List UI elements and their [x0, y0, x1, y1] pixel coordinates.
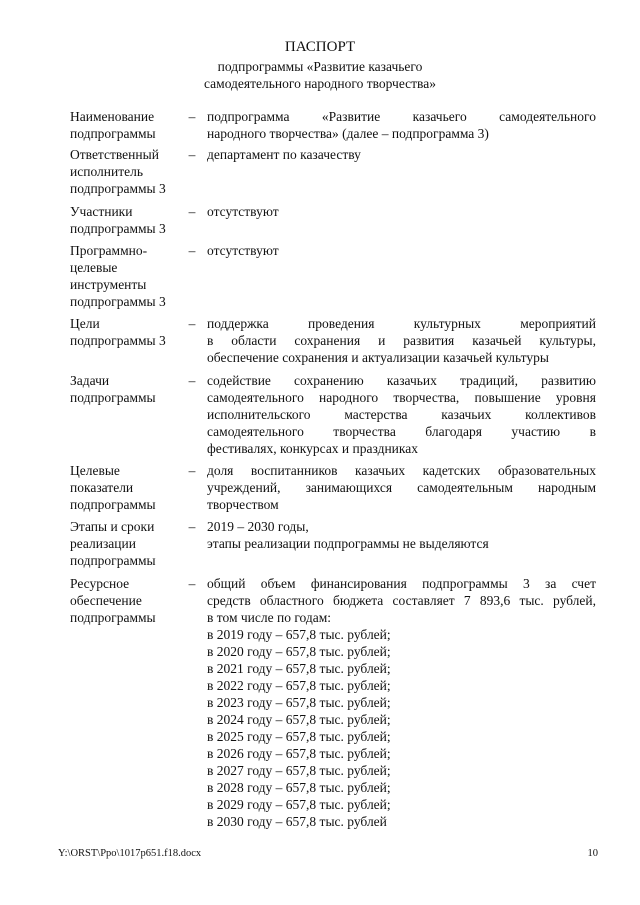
row-label-line: подпрограммы 3 [70, 333, 166, 348]
row-label [70, 108, 182, 142]
row-value-line: самодеятельного народного творчества, повышение уровня [207, 390, 596, 405]
row-value [207, 108, 596, 142]
row-label-line: подпрограммы [70, 390, 156, 405]
page-title: ПАСПОРТ [284, 39, 356, 55]
row-value-line: фестивалях, конкурсах и праздниках [207, 441, 419, 456]
row-value [207, 518, 596, 552]
row-dash: – [188, 109, 196, 124]
row-label-line: Задачи [70, 373, 110, 388]
row-value-line: учреждений, занимающихся самодеятельным народным [207, 480, 596, 495]
row-value-line: в 2028 году – 657,8 тыс. рублей; [207, 780, 391, 795]
row-label-line: Ресурсное [70, 576, 130, 591]
row-label [70, 315, 182, 349]
row-label-line: подпрограммы [70, 497, 156, 512]
row-value-line: в 2022 году – 657,8 тыс. рублей; [207, 678, 391, 693]
row-label-line: подпрограммы 3 [70, 221, 166, 236]
row-value-line: доля воспитанников казачьих кадетских образовательных [207, 463, 596, 478]
row-value-line: в области сохранения и развития казачьей культуры, [207, 333, 596, 348]
row-value-line: поддержка проведения культурных мероприятий [207, 316, 596, 331]
row-value-line: в 2024 году – 657,8 тыс. рублей; [207, 712, 391, 727]
row-value-line: в 2030 году – 657,8 тыс. рублей [207, 814, 387, 829]
row-value-line: этапы реализации подпрограммы не выделяются [207, 536, 489, 551]
row-label-line: целевые [70, 260, 118, 275]
row-value [207, 372, 596, 457]
subtitle-line: самодеятельного народного творчества» [204, 76, 436, 91]
subtitle [0, 58, 640, 92]
row-value-line: в 2020 году – 657,8 тыс. рублей; [207, 644, 391, 659]
file-path: Y:\ORST\Ppo\1017p651.f18.docx [58, 848, 202, 859]
row-value-line: подпрограмма «Развитие казачьего самодеятельного [207, 109, 596, 124]
row-label-line: Цели [70, 316, 100, 331]
row-value-line: творчеством [207, 497, 279, 512]
row-value-line: в 2021 году – 657,8 тыс. рублей; [207, 661, 391, 676]
row-label [70, 146, 182, 197]
row-value-line: в 2023 году – 657,8 тыс. рублей; [207, 695, 391, 710]
row-value-line: обеспечение сохранения и актуализации казачьей культуры [207, 350, 549, 365]
row-value-line: в 2029 году – 657,8 тыс. рублей; [207, 797, 391, 812]
row-value-line: общий объем финансирования подпрограммы 3 за счет [207, 576, 596, 591]
row-label-line: подпрограммы [70, 610, 156, 625]
row-dash: – [188, 576, 196, 591]
row-value-line: в 2027 году – 657,8 тыс. рублей; [207, 763, 391, 778]
row-label-line: подпрограммы 3 [70, 294, 166, 309]
row-value-line: 2019 – 2030 годы, [207, 519, 309, 534]
row-label [70, 203, 182, 237]
row-value [207, 462, 596, 513]
row-label-line: подпрограммы [70, 553, 156, 568]
row-label-line: Программно- [70, 243, 148, 258]
row-label [70, 575, 182, 626]
row-value-line: отсутствуют [207, 204, 279, 219]
row-label-line: Целевые [70, 463, 120, 478]
row-value-line: в том числе по годам: [207, 610, 332, 625]
row-label-line: Этапы и сроки [70, 519, 155, 534]
row-value [207, 575, 596, 830]
row-label [70, 518, 182, 569]
row-value [207, 242, 596, 259]
row-value-line: средств областного бюджета составляет 7 893,6 тыс. рублей, [207, 593, 596, 608]
row-dash: – [188, 519, 196, 534]
row-label-line: Ответственный [70, 147, 159, 162]
row-value-line: отсутствуют [207, 243, 279, 258]
row-label-line: показатели [70, 480, 134, 495]
row-label [70, 462, 182, 513]
row-value [207, 203, 596, 220]
row-label-line: Участники [70, 204, 133, 219]
row-label [70, 372, 182, 406]
row-value-line: исполнительского мастерства казачьих коллективов [207, 407, 596, 422]
row-label-line: подпрограммы [70, 126, 156, 141]
row-label [70, 242, 182, 310]
row-dash: – [188, 147, 196, 162]
row-label-line: реализации [70, 536, 136, 551]
row-dash: – [188, 316, 196, 331]
row-label-line: подпрограммы 3 [70, 181, 166, 196]
row-label-line: обеспечение [70, 593, 142, 608]
subtitle-line: подпрограммы «Развитие казачьего [217, 59, 423, 74]
row-dash: – [188, 204, 196, 219]
row-dash: – [188, 463, 196, 478]
row-dash: – [188, 373, 196, 388]
row-value-line: департамент по казачеству [207, 147, 361, 162]
row-value-line: содействие сохранению казачьих традиций, развитию [207, 373, 596, 388]
row-value [207, 146, 596, 163]
row-value-line: народного творчества» (далее – подпрограмма 3) [207, 126, 489, 141]
row-value-line: в 2025 году – 657,8 тыс. рублей; [207, 729, 391, 744]
row-value-line: самодеятельного творчества благодаря участию в [207, 424, 596, 439]
row-label-line: инструменты [70, 277, 147, 292]
row-value [207, 315, 596, 366]
row-label-line: исполнитель [70, 164, 143, 179]
row-value-line: в 2026 году – 657,8 тыс. рублей; [207, 746, 391, 761]
row-value-line: в 2019 году – 657,8 тыс. рублей; [207, 627, 391, 642]
page-number: 10 [587, 848, 598, 859]
row-dash: – [188, 243, 196, 258]
row-label-line: Наименование [70, 109, 155, 124]
